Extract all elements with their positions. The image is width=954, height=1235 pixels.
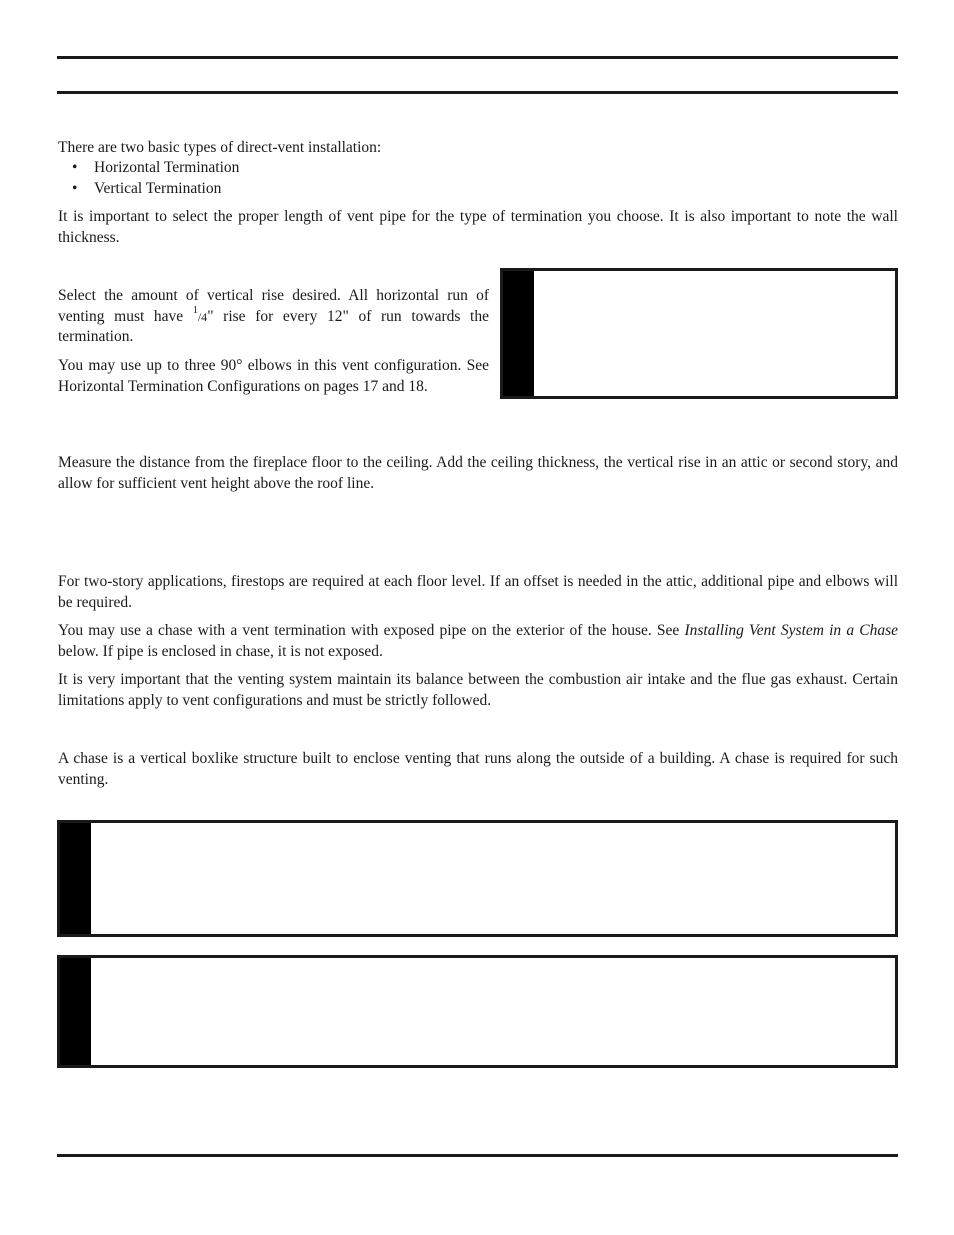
- horizontal-rise-paragraph: [58, 286, 489, 348]
- bullet-icon: •: [72, 180, 78, 197]
- horizontal-rise-text: [58, 286, 489, 348]
- list-item-label: Vertical Termination: [94, 180, 222, 197]
- rise-text-end: " rise for every 12" of run towards the termination.: [58, 307, 489, 345]
- chase-use-text: [58, 621, 898, 662]
- list-item-label: Horizontal Termination: [94, 159, 240, 176]
- vertical-measure-text: Measure the distance from the fireplace floor to the ceiling. Add the ceiling thickness, the vertical rise in an attic or second story, and allow for sufficient vent height above the roof line.: [58, 454, 898, 492]
- notice-box: [57, 955, 898, 1068]
- bullet-icon: •: [72, 159, 78, 176]
- notice-box: [500, 268, 898, 399]
- notice-bar: [60, 823, 91, 934]
- horizontal-elbows-text: You may use up to three 90° elbows in this vent configuration. See Horizontal Termination Configurations on pages 17 and 18.: [58, 357, 489, 395]
- chase-section-reference: Installing Vent System in a Chase: [684, 622, 899, 639]
- notice-bar: [503, 271, 534, 396]
- chase-use-paragraph: [58, 621, 898, 662]
- fraction-numerator: 1: [192, 305, 198, 317]
- list-item: [72, 179, 239, 200]
- installation-type-list: [72, 158, 239, 200]
- footer-rule: [57, 1154, 898, 1157]
- fraction-denominator: /4: [197, 309, 208, 324]
- header-rule-bottom: [57, 91, 898, 94]
- two-story-text: For two-story applications, firestops are required at each floor level. If an offset is needed in the attic, additional pipe and elbows will be required.: [58, 573, 898, 611]
- chase-use-text-end: below. If pipe is enclosed in chase, it is not exposed.: [58, 642, 383, 660]
- rise-text-start: Select the amount of vertical rise desired. All horizontal run of venting must have: [58, 287, 489, 325]
- important-note-paragraph: [58, 207, 898, 248]
- chase-use-text-start: You may use a chase with a vent termination with exposed pipe on the exterior of the house. See: [58, 622, 685, 639]
- list-item: [72, 158, 239, 179]
- chase-definition-paragraph: [58, 749, 898, 790]
- balance-text: It is very important that the venting system maintain its balance between the combustion air intake and the flue gas exhaust. Certain limitations apply to vent configurations and must be strictly followed.: [58, 671, 898, 709]
- intro-text: There are two basic types of direct-vent installation:: [58, 139, 382, 156]
- header-rule-top: [57, 56, 898, 59]
- important-note-text: It is important to select the proper length of vent pipe for the type of termination you choose. It is also important to note the wall thickness.: [58, 208, 898, 246]
- notice-bar: [60, 958, 91, 1065]
- notice-box: [57, 820, 898, 937]
- balance-paragraph: [58, 670, 898, 711]
- horizontal-elbows-paragraph: [58, 356, 489, 397]
- two-story-paragraph: [58, 572, 898, 613]
- vertical-measure-paragraph: [58, 453, 898, 494]
- chase-definition-text: A chase is a vertical boxlike structure built to enclose venting that runs along the outside of a building. A chase is required for such venting.: [58, 750, 898, 788]
